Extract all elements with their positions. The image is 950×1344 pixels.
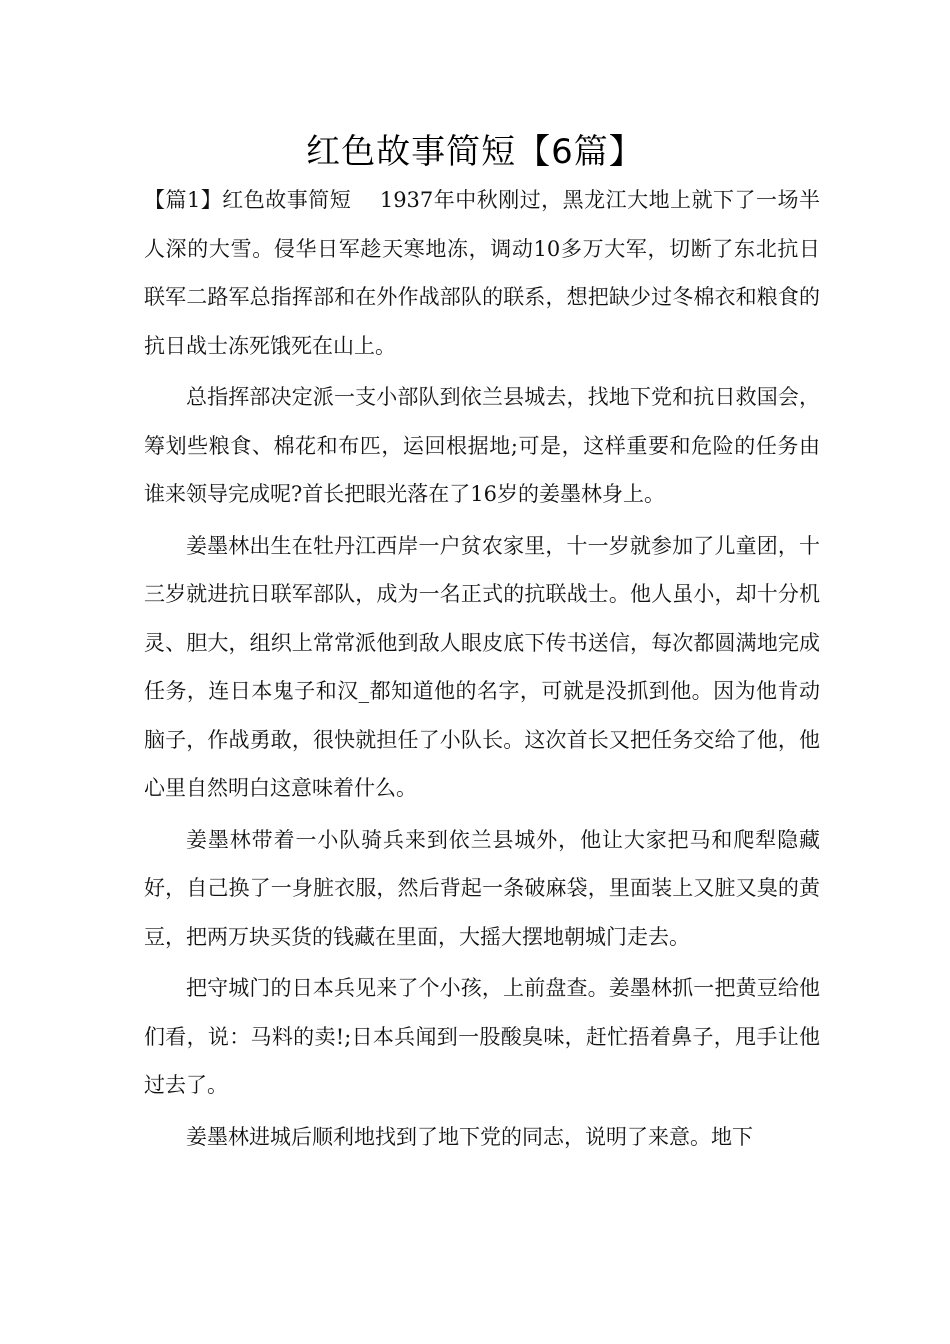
paragraph-4: 姜墨林带着一小队骑兵来到依兰县城外，他让大家把马和爬犁隐藏好，自己换了一身脏衣服，然后背起一条破麻袋，里面装上又脏又臭的黄豆，把两万块买货的钱藏在里面，大摇大摆地朝城门走去。 <box>144 827 820 949</box>
paragraph-6: 姜墨林进城后顺利地找到了地下党的同志，说明了来意。地下 <box>186 1124 753 1149</box>
document-body <box>144 176 820 1161</box>
paragraph-3: 姜墨林出生在牡丹江西岸一户贫农家里，十一岁就参加了儿童团，十三岁就进抗日联军部队，成为一名正式的抗联战士。他人虽小，却十分机灵、胆大，组织上常常派他到敌人眼皮底下传书送信，每次都圆满地完成任务，连日本鬼子和汉_都知道他的名字，可就是没抓到他。因为他肯动脑子，作战勇敢，很快就担任了小队长。这次首长又把任务交给了他，他心里自然明白这意味着什么。 <box>144 533 820 800</box>
paragraph-5: 把守城门的日本兵见来了个小孩，上前盘查。姜墨林抓一把黄豆给他们看，说：马料的卖!;日本兵闻到一股酸臭味，赶忙捂着鼻子，甩手让他过去了。 <box>144 976 820 1097</box>
document-title: 红色故事简短【6篇】 <box>306 132 644 172</box>
paragraph-1: 【篇1】红色故事简短 1937年中秋刚过，黑龙江大地上就下了一场半人深的大雪。侵华日军趁天寒地冻，调动10多万大军，切断了东北抗日联军二路军总指挥部和在外作战部队的联系，想把缺少过冬棉衣和粮食的抗日战士冻死饿死在山上。 <box>144 188 820 358</box>
paragraph-2: 总指挥部决定派一支小部队到依兰县城去，找地下党和抗日救国会，筹划些粮食、棉花和布匹，运回根据地;可是，这样重要和危险的任务由谁来领导完成呢?首长把眼光落在了16岁的姜墨林身上。 <box>144 385 820 506</box>
